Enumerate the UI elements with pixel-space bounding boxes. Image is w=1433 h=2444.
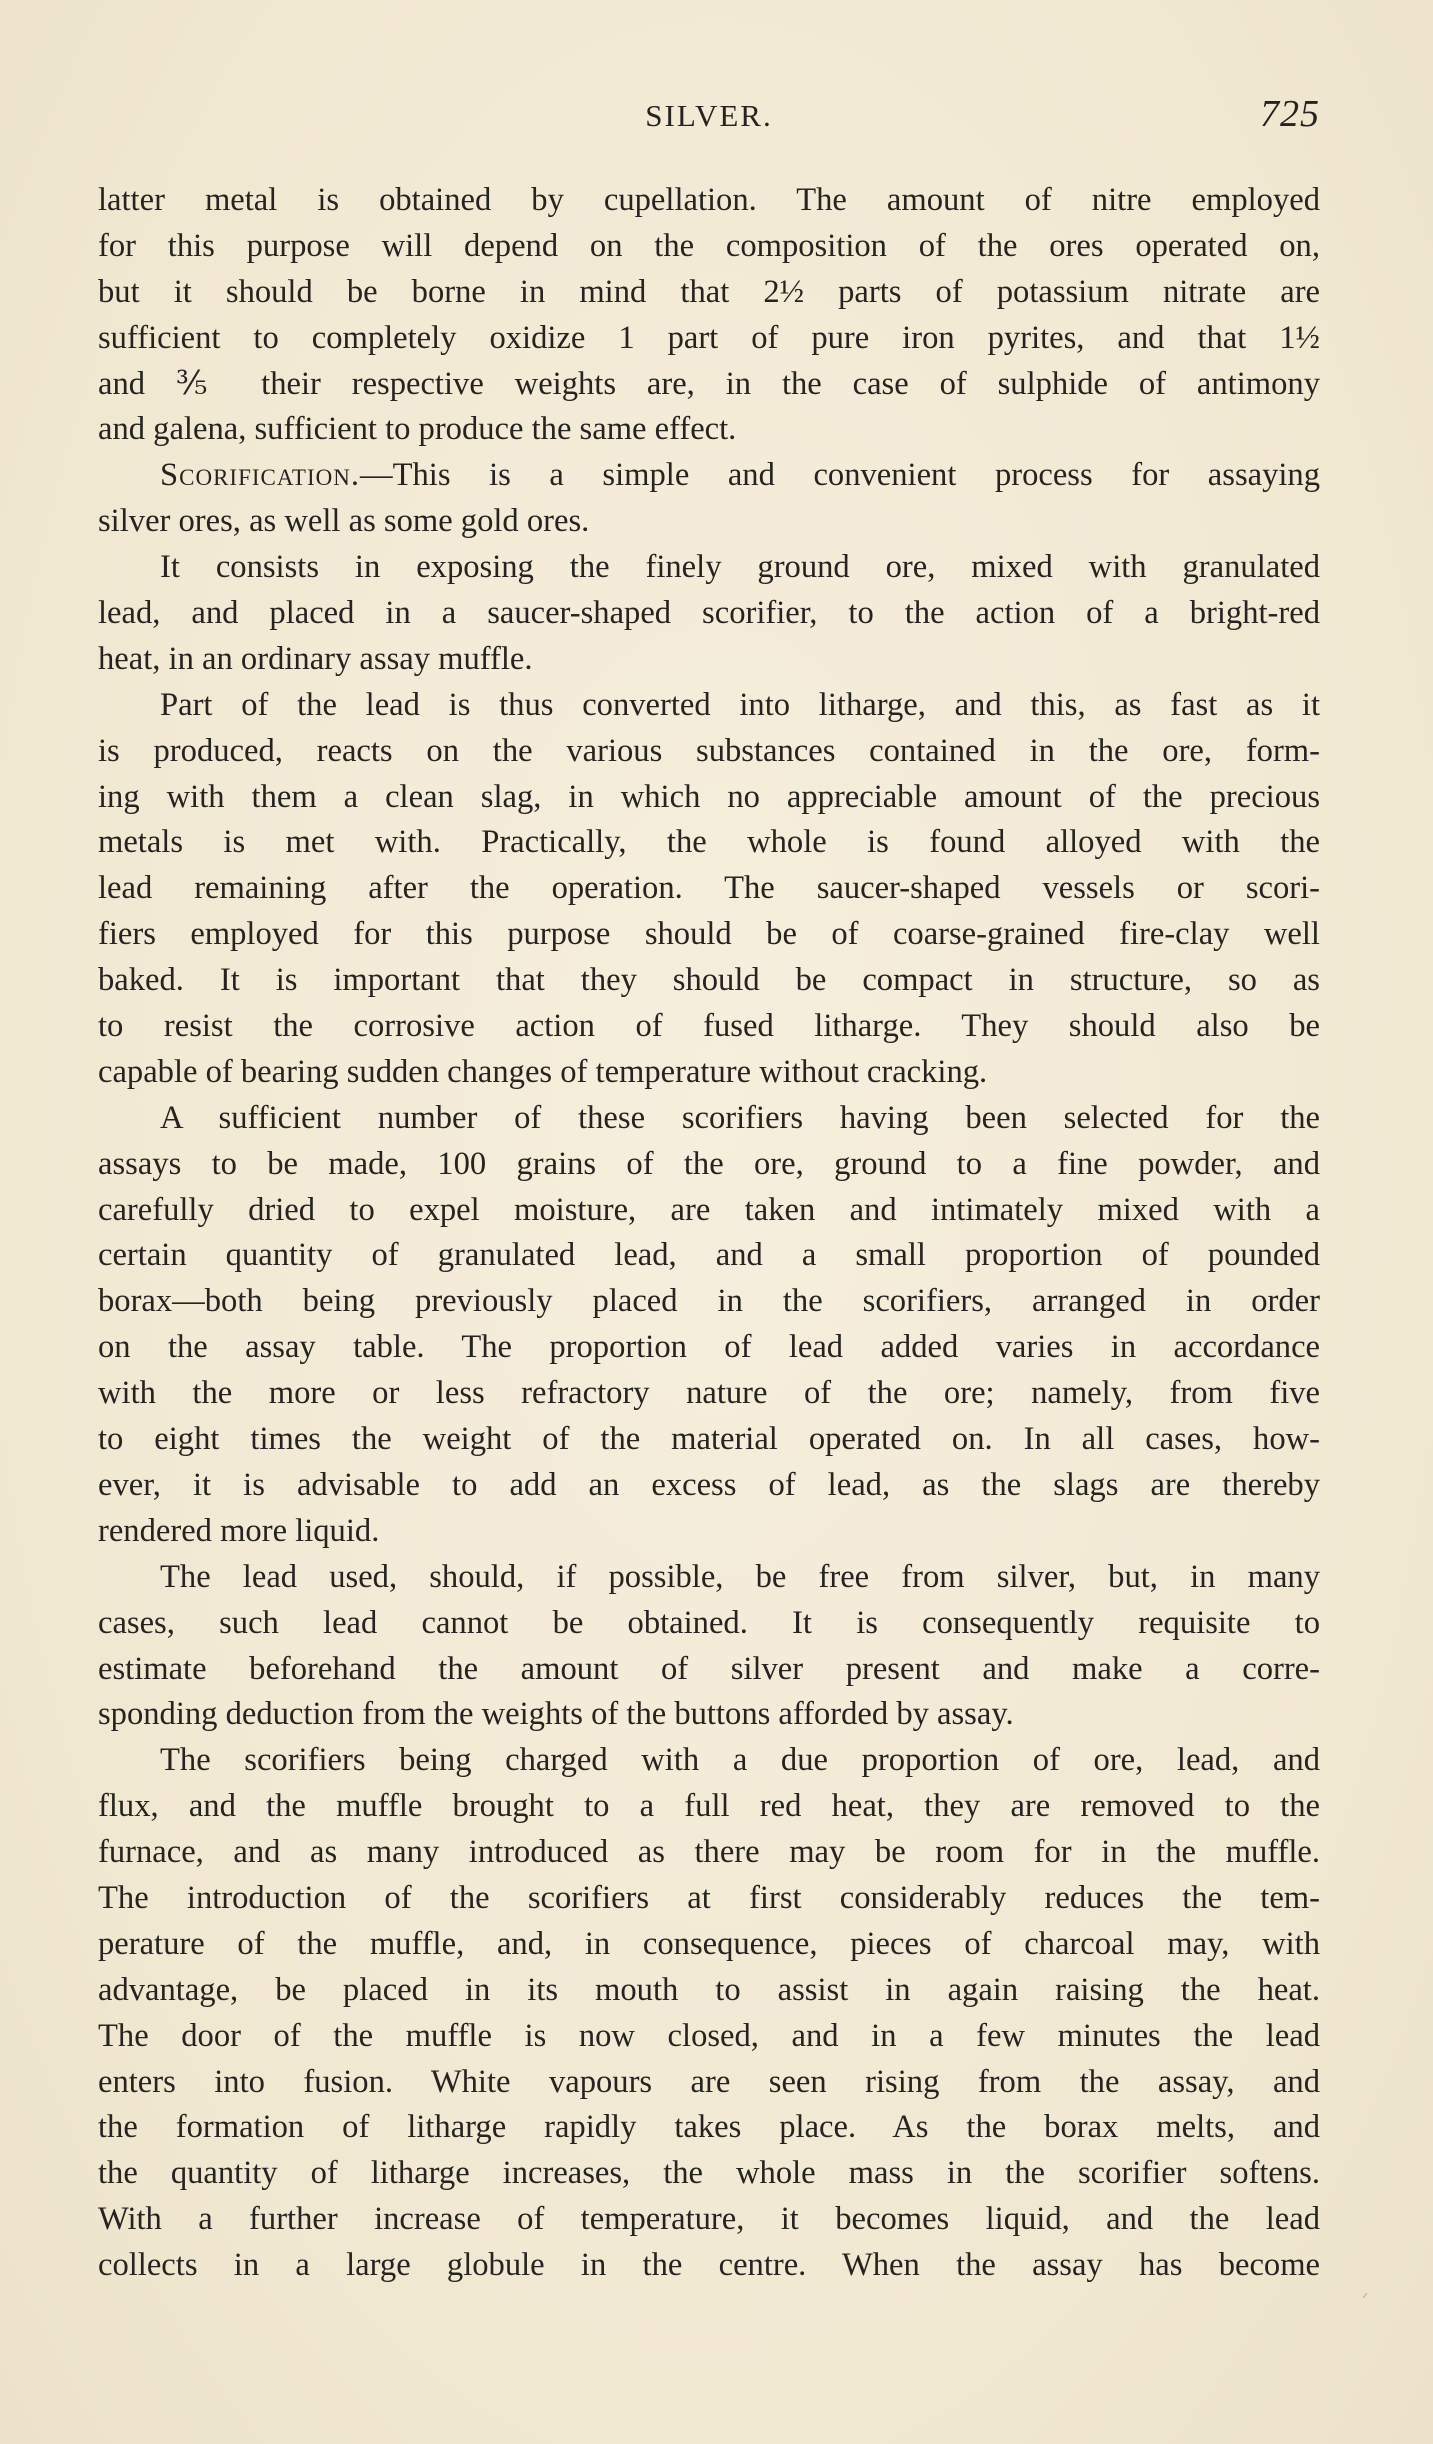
text-line: the formation of litharge rapidly takes place. As the borax melts, and [98,2109,1320,2146]
text-line: A sufficient number of these scorifiers having been selected for the [160,1099,1320,1136]
text-line: sufficient to completely oxidize 1 part of pure iron pyrites, and that 1½ [98,319,1320,356]
text-line: The door of the muffle is now closed, and in a few minutes the lead [98,2017,1320,2054]
text-line: the quantity of litharge increases, the whole mass in the scorifier softens. [98,2155,1320,2192]
text-line: With a further increase of temperature, it becomes liquid, and the lead [98,2201,1320,2238]
text-line: heat, in an ordinary assay muffle. [98,640,533,677]
text-line: capable of bearing sudden changes of temperature without cracking. [98,1053,988,1090]
text-line: lead, and placed in a saucer-shaped scorifier, to the action of a bright-red [98,595,1320,632]
paper-speck [1363,2293,1368,2298]
text-line: to resist the corrosive action of fused litharge. They should also be [98,1008,1320,1045]
text-line: silver ores, as well as some gold ores. [98,503,590,540]
text-line: carefully dried to expel moisture, are taken and intimately mixed with a [98,1191,1320,1228]
text-line: ever, it is advisable to add an excess of lead, as the slags are thereby [98,1466,1320,1503]
text-line: cases, such lead cannot be obtained. It is consequently requisite to [98,1604,1320,1641]
text-line: to eight times the weight of the material operated on. In all cases, how- [98,1421,1320,1458]
text-line: metals is met with. Practically, the whole is found alloyed with the [98,824,1320,861]
text-line: is produced, reacts on the various substances contained in the ore, form- [98,732,1320,769]
text-line: fiers employed for this purpose should be of coarse-grained fire-clay well [98,916,1320,953]
text-line: latter metal is obtained by cupellation. The amount of nitre employed [98,182,1320,218]
text-line: and galena, sufficient to produce the same effect. [98,411,737,448]
text-line: Part of the lead is thus converted into litharge, and this, as fast as it [160,686,1320,723]
text-line: The lead used, should, if possible, be free from silver, but, in many [160,1558,1320,1595]
text-line: lead remaining after the operation. The saucer-shaped vessels or scori- [98,870,1320,907]
text-line: enters into fusion. White vapours are seen rising from the assay, and [98,2063,1320,2100]
text-line: perature of the muffle, and, in consequence, pieces of charcoal may, with [98,1925,1320,1962]
text-line: flux, and the muffle brought to a full red heat, they are removed to the [98,1788,1320,1825]
text-line: The introduction of the scorifiers at first considerably reduces the tem- [98,1879,1320,1916]
text-line: estimate beforehand the amount of silver present and make a corre- [98,1650,1320,1687]
body-text [98,178,1320,2289]
text-line [98,453,1320,499]
text-line: furnace, and as many introduced as there may be room for in the muffle. [98,1834,1320,1871]
section-heading: Scorification. [160,457,360,494]
text-line: certain quantity of granulated lead, and a small proportion of pounded [98,1237,1320,1274]
text-line: collects in a large globule in the centre. When the assay has become [98,2247,1320,2284]
text-line: but it should be borne in mind that 2½ parts of potassium nitrate are [98,273,1320,310]
text-line: The scorifiers being charged with a due proportion of ore, lead, and [160,1742,1320,1779]
text-line: for this purpose will depend on the composition of the ores operated on, [98,227,1320,264]
text-line: borax—both being previously placed in the scorifiers, arranged in order [98,1283,1320,1320]
text-line: baked. It is important that they should be compact in structure, so as [98,962,1320,999]
text-line: rendered more liquid. [98,1512,380,1549]
text-line: on the assay table. The proportion of lead added varies in accordance [98,1329,1320,1366]
running-head [98,92,1320,142]
text-line: advantage, be placed in its mouth to assist in again raising the heat. [98,1971,1320,2008]
text-line: sponding deduction from the weights of the buttons afforded by assay. [98,1696,1014,1733]
text-line: ing with them a clean slag, in which no appreciable amount of the precious [98,778,1320,815]
text-line: with the more or less refractory nature of the ore; namely, from five [98,1375,1320,1412]
text-line: and ⅗ their respective weights are, in the case of sulphide of antimony [98,365,1320,402]
text-line: assays to be made, 100 grains of the ore, ground to a fine powder, and [98,1145,1320,1182]
page-number: 725 [1260,93,1320,135]
running-title: SILVER. [645,98,773,133]
section-lead-text: —This is a simple and convenient process for assaying [360,457,1320,494]
text-line: It consists in exposing the finely ground ore, mixed with granulated [160,549,1320,586]
